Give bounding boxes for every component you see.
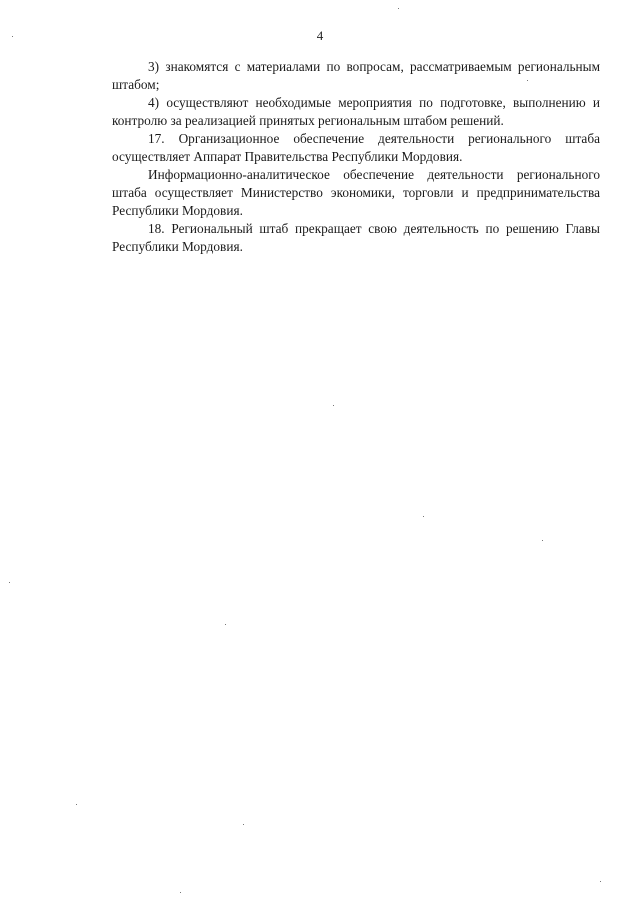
scan-speck [423, 516, 424, 517]
page-number: 4 [316, 28, 324, 43]
scan-speck [225, 624, 226, 625]
scan-speck [243, 824, 244, 825]
scan-speck [333, 405, 334, 406]
scan-speck [542, 540, 543, 541]
scan-speck [398, 8, 399, 9]
paragraph-item-3: 3) знакомятся с материалами по вопросам, рассматриваемым региональным штабом; [112, 59, 600, 92]
paragraph-section-18: 18. Региональный штаб прекращает свою деятельность по решению Главы Республики Мордовия. [112, 221, 600, 254]
scan-speck [600, 881, 601, 882]
paragraph-section-17: 17. Организационное обеспечение деятельности регионального штаба осуществляет Аппарат Правительства Республики Мордовия. [112, 131, 600, 164]
document-body [112, 58, 600, 256]
paragraph-item-4: 4) осуществляют необходимые мероприятия по подготовке, выполнению и контролю за реализацией принятых региональным штабом решений. [112, 95, 600, 128]
scan-speck [9, 582, 10, 583]
scan-speck [76, 804, 77, 805]
scan-speck [12, 36, 13, 37]
scan-speck [527, 80, 528, 81]
scan-speck [180, 892, 181, 893]
paragraph-info-support: Информационно-аналитическое обеспечение деятельности регионального штаба осуществляет Министерство экономики, торговли и предпринимательства Республики Мордовия. [112, 167, 600, 218]
